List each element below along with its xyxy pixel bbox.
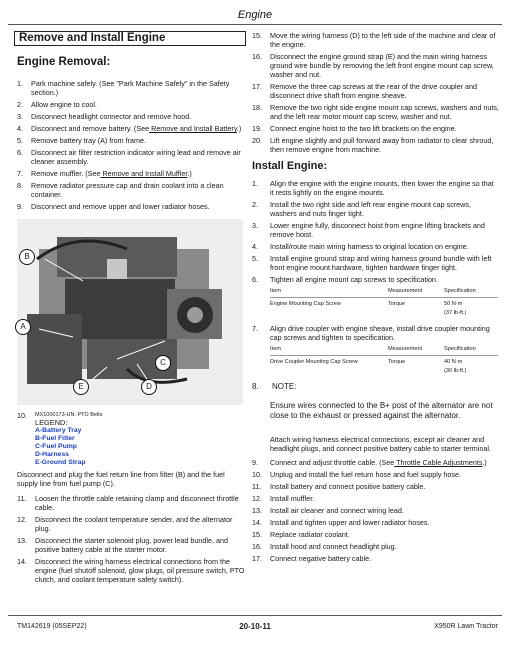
callout-b: B — [19, 249, 35, 265]
battery-link[interactable]: Remove and Install Battery — [149, 124, 237, 133]
footer-doc-id: TM142619 (05SEP22) — [17, 623, 87, 630]
figure-caption: MX1000173-UN: PTO Belts — [35, 412, 103, 418]
callout-d: D — [141, 379, 157, 395]
step-item: 6. Disconnect air filter restriction indicator wiring lead and remove air cleaner assembly. — [17, 148, 241, 166]
engine-illustration — [17, 219, 243, 405]
spec-header-row: Item Measurement Specification — [270, 345, 498, 356]
step-item: 9. Disconnect and remove upper and lower radiator hoses. — [17, 202, 210, 211]
step-item: 17. Remove the three cap screws at the rear of the drive coupler and disconnect drive shaft from engine sheave. — [252, 82, 477, 100]
footer-product: X950R Lawn Tractor — [434, 623, 498, 630]
section-box-title: Remove and Install Engine — [14, 31, 246, 46]
step-item: 20. Lift engine slightly and pull forward away from radiator to clear shroud, then remove engine from machine. — [252, 136, 494, 154]
step-item: 16. Install hood and connect headlight plug. — [252, 542, 397, 551]
step-item: 1. Park machine safely. (See "Park Machine Safely" in the Safety section.) — [17, 79, 230, 97]
spec-row: Engine Mounting Cap Screw Torque 50 N·m — [270, 301, 463, 307]
step-item: 17. Connect negative battery cable. — [252, 554, 372, 563]
legend-item: D-Harness — [35, 451, 69, 458]
step10-text: Disconnect and plug the fuel return line from filter (B) and the fuel supply line from fuel pump (C). — [17, 470, 225, 488]
step-item: 7. Remove muffler. (See Remove and Install Muffler.) — [17, 169, 192, 178]
footer-rule — [8, 615, 502, 616]
step-item: 10. Unplug and install the fuel return hose and fuel supply hose. — [252, 470, 461, 479]
spec-table-drive-coupler — [270, 345, 498, 376]
step-item: 18. Remove the two right side engine mount cap screws, washers and nuts, and the left rear motor mount cap screw, washer and nut. — [252, 103, 499, 121]
step-item: 2. Allow engine to cool. — [17, 100, 97, 109]
left-column — [17, 31, 246, 587]
step-item: 12. Disconnect the coolant temperature sender, and the alternator plug. — [17, 515, 233, 533]
step-item: 5. Remove battery tray (A) from frame. — [17, 136, 147, 145]
figure-legend — [35, 411, 246, 467]
engine-photo — [17, 219, 243, 405]
step-item: 13. Install air cleaner and connect wiring lead. — [252, 506, 404, 515]
throttle-cable-link[interactable]: Throttle Cable Adjustments — [394, 458, 483, 467]
right-column — [252, 31, 499, 566]
step-item: 8. Remove radiator pressure cap and drain coolant into a clean container. — [17, 181, 224, 199]
spec-table-engine-mount — [270, 287, 498, 318]
spec-row: Drive Coupler Mounting Cap Screw Torque 40 N·m — [270, 359, 463, 365]
legend-item: C-Fuel Pump — [35, 443, 77, 450]
spec-row: (30 lb-ft.) — [444, 368, 467, 374]
step-item: 14. Install and tighten upper and lower radiator hoses. — [252, 518, 430, 527]
note-label: 8. NOTE: — [252, 382, 297, 391]
callout-a: A — [15, 319, 31, 335]
muffler-link[interactable]: Remove and Install Muffler — [100, 169, 188, 178]
step-item: 2. Install the two right side and left rear engine mount cap screws, washers and nuts finger tight. — [252, 200, 471, 218]
step-item: 3. Lower engine fully, disconnect hoist from engine lifting brackets and remove hoist. — [252, 221, 485, 239]
step-item: 11. Install battery and connect positive battery cable. — [252, 482, 426, 491]
step-item: 5. Install engine ground strap and wiring harness ground bundle with left front engine mount hardware, tighten hardware finger tight. — [252, 254, 492, 272]
footer-page-number: 20-10-11 — [239, 622, 271, 631]
attach-text: Attach wiring harness electrical connections, except air cleaner and headlight plugs, and connect positive battery cable to starter terminal. — [270, 435, 491, 453]
note-text: Ensure wires connected to the B+ post of the alternator are not close to the exhaust or pressed against the alternator. — [270, 401, 493, 420]
step-item: 19. Connect engine hoist to the two lift brackets on the engine. — [252, 124, 457, 133]
legend-title: LEGEND: — [35, 418, 68, 427]
step-item: 13. Disconnect the starter solenoid plug, power lead bundle, and positive battery cable at the starter motor. — [17, 536, 228, 554]
step-item: 15. Move the wiring harness (D) to the left side of the machine and clear of the engine. — [252, 31, 496, 49]
callout-c: C — [155, 355, 171, 371]
step-item-10: 10. MX1000173-UN: PTO Belts LEGEND: A-Battery Tray B-Fuel Filter C-Fuel Pump D-Harness E-Ground Strap — [17, 411, 246, 467]
legend-item: E-Ground Strap — [35, 459, 86, 466]
step-item-7: 7. Align drive coupler with engine sheave, install drive coupler mounting cap screws and tighten to specification. — [252, 324, 490, 342]
step-item: 4. Install/route main wiring harness to original location on engine. — [252, 242, 469, 251]
page-header-title: Engine — [237, 9, 273, 21]
removal-steps — [17, 79, 246, 211]
step-item: 9. Connect and adjust throttle cable. (See Throttle Cable Adjustments.) — [252, 458, 487, 467]
callout-e: E — [73, 379, 89, 395]
spec-header-row: Item Measurement Specification — [270, 287, 498, 298]
step-item: 15. Replace radiator coolant. — [252, 530, 350, 539]
spec-row: (37 lb-ft.) — [444, 310, 467, 316]
step-item: 11. Loosen the throttle cable retaining clamp and disconnect throttle cable. — [17, 494, 239, 512]
step-item: 6. Tighten all engine mount cap screws to specification. — [252, 275, 438, 284]
step-item: 12. Install muffler. — [252, 494, 315, 503]
step-item: 16. Disconnect the engine ground strap (E) and the main wiring harness ground wire bundle by removing the left front engine mount cap screw, washer and nut. — [252, 52, 494, 79]
legend-item: A-Battery Tray — [35, 427, 82, 434]
header-rule — [8, 24, 502, 25]
step-item: 14. Disconnect the wiring harness electrical connections from the engine (fuel shutoff solenoid, glow plugs, oil pressure switch, PTO clutch, and coolant temperature safety switch). — [17, 557, 245, 584]
step-item: 3. Disconnect headlight connector and remove hood. — [17, 112, 192, 121]
legend-item: B-Fuel Filter — [35, 435, 75, 442]
step-item: 1. Align the engine with the engine mounts, then lower the engine so that it rests lightly on the engine mounts. — [252, 179, 494, 197]
step-item: 4. Disconnect and remove battery. (See Remove and Install Battery.) — [17, 124, 242, 133]
install-engine-heading: Install Engine: — [252, 160, 328, 172]
engine-removal-heading: Engine Removal: — [17, 56, 111, 68]
